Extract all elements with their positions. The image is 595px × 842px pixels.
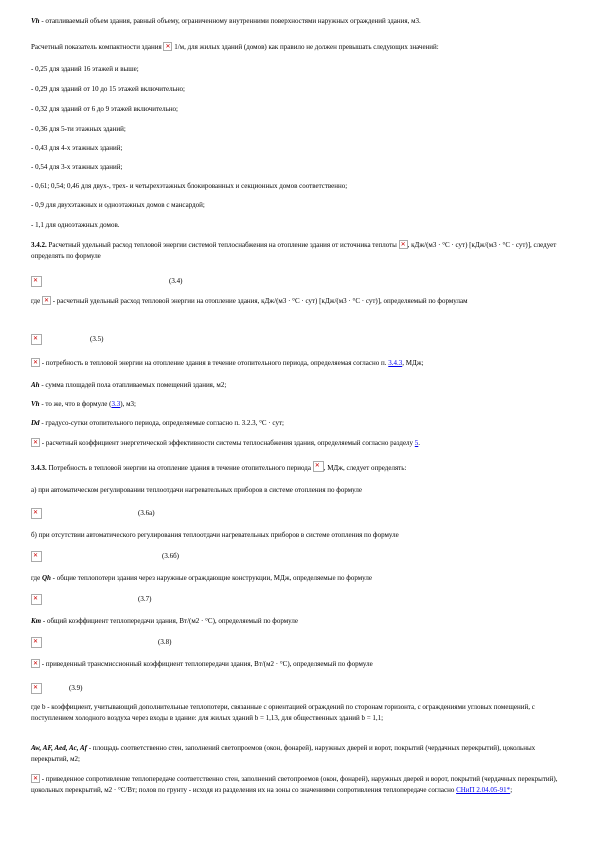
broken-image-icon — [31, 358, 40, 367]
bullet-item: - 0,61; 0,54; 0,46 для двух-, трех- и четырехэтажных блокированных и секционных домов соответственно; — [31, 182, 348, 190]
broken-image-icon — [31, 774, 40, 783]
formula-3-9: ✕ (3.9) — [31, 683, 571, 696]
formula-3-7: ✕ (3.7) — [31, 594, 571, 607]
bullet-item: - 0,54 для 3-х этажных зданий; — [31, 163, 123, 171]
formula-image-icon — [31, 637, 42, 648]
broken-image-icon — [31, 438, 40, 447]
formula-image-icon — [31, 551, 42, 562]
broken-image-icon — [313, 461, 324, 472]
formula-image-icon — [31, 508, 42, 519]
case-b-text: б) при отсутствии автоматического регулирования теплоотдачи нагревательных приборов в системе отопления по формуле — [31, 531, 399, 539]
link-3-3[interactable]: 3.3 — [111, 400, 121, 408]
bullet-item: - 1,1 для одноэтажных домов. — [31, 221, 120, 229]
formula-3-8: ✕ (3.8) — [31, 637, 571, 650]
formula-3-6a: ✕ (3.6а) — [31, 508, 571, 521]
formula-3-4: ✕ (3.4) — [31, 276, 571, 289]
formula-image-icon — [31, 334, 42, 345]
bullet-item: - 0,25 для зданий 16 этажей и выше; — [31, 65, 139, 73]
link-snip[interactable]: СНиП 2.04.05-91* — [456, 786, 511, 794]
vh-definition: Vh - отапливаемый объем здания, равный объему, ограниченному внутренними поверхностями наружных ограждений здания, м3. — [31, 17, 421, 25]
dd-definition: Dd - градусо-сутки отопительного периода, определяемые согласно п. 3.2.3, °С · сут; — [31, 419, 284, 427]
q-heat-definition: ✕ - потребность в тепловой энергии на отопление здания в течение отопительного периода, определяемая согласно п. 3.4.3, МДж; — [31, 358, 571, 369]
compactness-paragraph: Расчетный показатель компактности здания ✕ 1/м, для жилых зданий (домов) как правило не должен превышать следующих значений: — [31, 42, 571, 53]
broken-image-icon — [31, 659, 40, 668]
formula-image-icon — [31, 276, 42, 287]
areas-definition: Aw, AF, Aed, Ac, Af - площадь соответственно стен, заполнений светопроемов (окон, фонарей), наружных дверей и ворот, покрытий (чердачных перекрытий), цокольных перекрытий, м2; — [31, 744, 536, 763]
bullet-item: - 0,32 для зданий от 6 до 9 этажей включительно; — [31, 105, 179, 113]
section-3-4-2: 3.4.2. Расчетный удельный расход тепловой энергии системой теплоснабжения на отопление здания от источника теплоты ✕, кДж/(м3 · °С · сут) [кДж/(м3 · °С · сут)], следует определять по формуле — [31, 240, 571, 262]
link-3-4-3[interactable]: 3.4.3 — [388, 359, 403, 367]
case-a-text: а) при автоматическом регулировании теплоотдачи нагревательных приборов в системе отопления по формуле — [31, 486, 362, 494]
kred-definition: ✕ - приведенный трансмиссионный коэффициент теплопередачи здания, Вт/(м2 · °С), определяемый по формуле — [31, 659, 571, 670]
resistance-definition: ✕ - приведенное сопротивление теплопередаче соответственно стен, заполнений светопроемов (окон, фонарей), наружных дверей и ворот, покрытий (чердачных перекрытий), цокольных перекрытий, м2 · °С/Вт; полов по грунту - исходя из разделения их на зоны со значениями сопротивления теплопередаче согласно СНиП 2.04.05-91*; — [31, 774, 571, 796]
km-definition: Km - общий коэффициент теплопередачи здания, Вт/(м2 · °С), определяемый по формуле — [31, 617, 298, 625]
bullet-item: - 0,9 для двухэтажных и одноэтажных домов с мансардой; — [31, 201, 205, 209]
formula-3-5: ✕ (3.5) — [31, 334, 571, 347]
vh-repeat-definition: Vh - то же, что в формуле (3.3), м3; — [31, 400, 136, 408]
broken-image-icon — [399, 240, 408, 249]
ah-definition: Ah - сумма площадей пола отапливаемых помещений здания, м2; — [31, 381, 227, 389]
link-section-5[interactable]: 5 — [414, 439, 419, 447]
bullet-item: - 0,43 для 4-х этажных зданий; — [31, 144, 123, 152]
q-req-definition: где ✕ - расчетный удельный расход тепловой энергии на отопление здания, кДж/(м3 · °С · сут) [кДж/(м3 · °С · сут)], определяемый по формулам — [31, 296, 571, 307]
bullet-item: - 0,29 для зданий от 10 до 15 этажей включительно; — [31, 85, 186, 93]
formula-image-icon — [31, 683, 42, 694]
bullet-item: - 0,36 для 5-ти этажных зданий; — [31, 125, 126, 133]
formula-image-icon — [31, 594, 42, 605]
broken-image-icon — [163, 42, 172, 51]
broken-image-icon — [42, 296, 51, 305]
efficiency-coef-definition: ✕ - расчетный коэффициент энергетической эффективности системы теплоснабжения здания, определяемый согласно разделу 5. — [31, 438, 571, 449]
b-coefficient-definition: где b - коэффициент, учитывающий дополнительные теплопотери, связанные с ориентацией ограждений по сторонам горизонта, с ограждениями угловых помещений, с поступлением холодного воздуха через входы в здание: для жилых зданий b = 1,13, для общественных зданий b = 1,1; — [31, 703, 535, 722]
qh-definition: где Qh - общие теплопотери здания через наружные ограждающие конструкции, МДж, определяемые по формуле — [31, 574, 372, 582]
section-3-4-3: 3.4.3. Потребность в тепловой энергии на отопление здания в течение отопительного периода ✕, МДж, следует определять: — [31, 461, 571, 474]
formula-3-6b: ✕ (3.6б) — [31, 551, 571, 564]
